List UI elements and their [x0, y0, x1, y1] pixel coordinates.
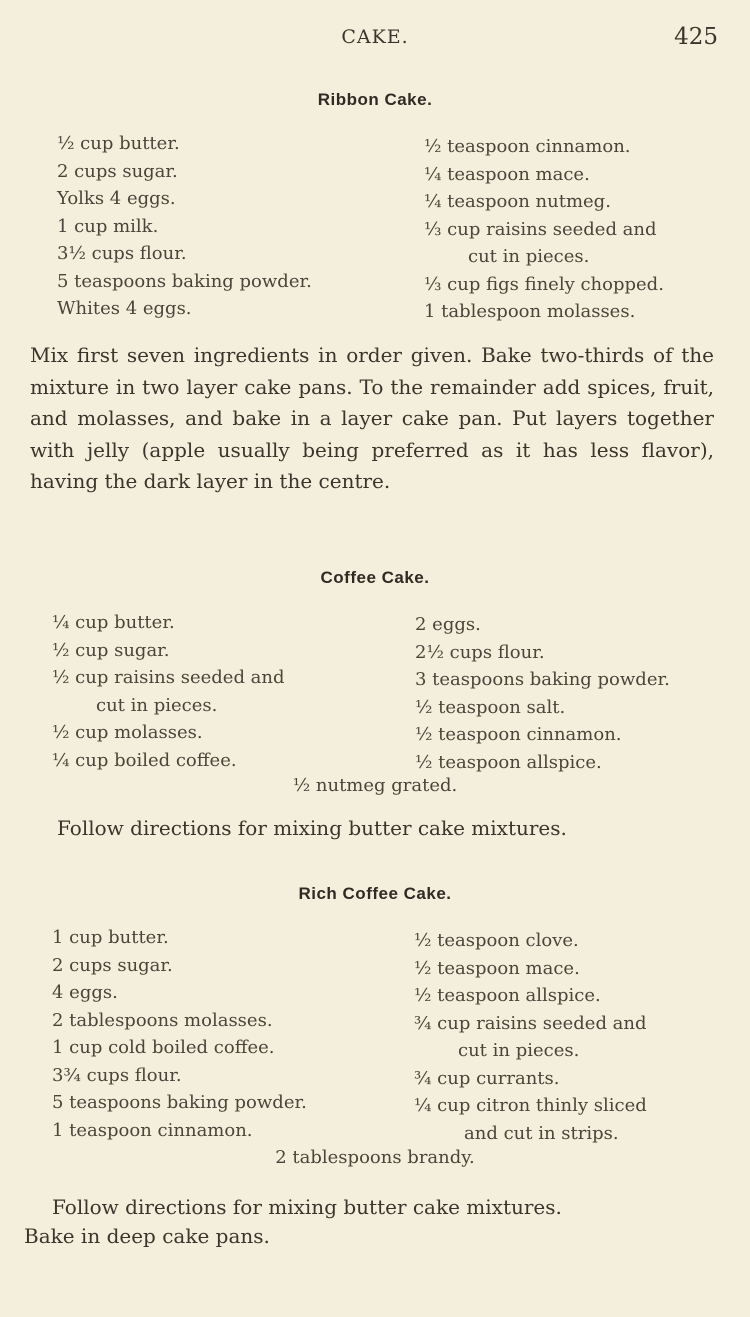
recipe-title-rich-coffee-cake: Rich Coffee Cake.: [298, 884, 452, 903]
ingredient: ½ teaspoon cinnamon.: [415, 724, 622, 745]
ingredient: ¾ cup raisins seeded and: [414, 1012, 647, 1034]
ingredient: ⅓ cup figs finely chopped.: [424, 273, 664, 295]
ingredient: ¼ cup boiled coffee.: [52, 749, 237, 771]
ingredient: ¼ teaspoon mace.: [424, 163, 590, 185]
ingredient: ⅓ cup raisins seeded and: [424, 218, 657, 240]
rich-coffee-cake-ingredients-left: [52, 924, 307, 1144]
ribbon-cake-ingredients-left: [57, 130, 312, 323]
ingredient: ½ teaspoon cinnamon.: [424, 136, 631, 157]
rich-coffee-cake-center-ingredient: 2 tablespoons brandy.: [275, 1147, 475, 1168]
ingredient: Whites 4 eggs.: [57, 298, 192, 319]
ingredient: 3½ cups flour.: [57, 243, 187, 264]
ingredient: 4 eggs.: [52, 982, 118, 1003]
running-header: CAKE.: [341, 26, 409, 48]
ingredient-continuation: cut in pieces.: [96, 694, 218, 716]
ingredient-continuation: cut in pieces.: [468, 246, 590, 267]
ingredient: ¼ cup citron thinly sliced: [414, 1095, 647, 1116]
rich-coffee-cake-directions-line2: Bake in deep cake pans.: [24, 1224, 270, 1248]
recipe-title-ribbon-cake: Ribbon Cake.: [317, 90, 433, 109]
ingredient: 1 cup milk.: [57, 215, 159, 237]
ingredient: ½ teaspoon allspice.: [414, 985, 601, 1006]
ingredient: ¼ teaspoon nutmeg.: [424, 191, 611, 212]
ingredient: ½ teaspoon clove.: [414, 930, 579, 951]
ribbon-cake-directions: Mix first seven ingredients in order given. Bake two-thirds of the mixture in two layer cake pans. To the remainder add spices, fruit, and molasses, and bake in a layer cake pan. Put layers together with jelly (apple usually being preferred as it has less flavor), having the dark layer in the centre.: [30, 343, 714, 493]
ingredient: ½ cup butter.: [57, 133, 180, 154]
ingredient: ½ teaspoon salt.: [415, 696, 566, 718]
rich-coffee-cake-ingredients-right: [414, 927, 647, 1147]
ingredient: ½ cup sugar.: [52, 639, 170, 661]
ingredient: 2 eggs.: [415, 614, 481, 635]
coffee-cake-ingredients-right: [415, 611, 670, 776]
ingredient: ¼ cup butter.: [52, 612, 175, 633]
ingredient: ½ cup molasses.: [52, 722, 203, 743]
ingredient: ¾ cup currants.: [414, 1067, 560, 1089]
coffee-cake-directions: Follow directions for mixing butter cake mixtures.: [57, 816, 567, 840]
ingredient: ½ cup raisins seeded and: [52, 667, 285, 688]
ingredient: 3¾ cups flour.: [52, 1064, 182, 1086]
ribbon-cake-ingredients-right: [424, 133, 664, 326]
rich-coffee-cake-directions-line1: Follow directions for mixing butter cake mixtures.: [52, 1195, 562, 1219]
ingredient: 2 cups sugar.: [52, 954, 173, 976]
ingredient: 5 teaspoons baking powder.: [57, 270, 312, 292]
ingredient-continuation: cut in pieces.: [458, 1040, 580, 1061]
ingredient: ½ teaspoon mace.: [414, 957, 580, 979]
coffee-cake-center-ingredient: ½ nutmeg grated.: [292, 775, 458, 796]
ingredient: 2 cups sugar.: [57, 160, 178, 182]
ingredient: 2 tablespoons molasses.: [52, 1009, 273, 1031]
ingredient: ½ teaspoon allspice.: [415, 751, 602, 773]
ingredient: 3 teaspoons baking powder.: [415, 669, 670, 690]
page-number: 425: [674, 24, 718, 50]
coffee-cake-ingredients-left: [52, 609, 285, 774]
ingredient: Yolks 4 eggs.: [57, 188, 176, 209]
ingredient: 2½ cups flour.: [415, 641, 545, 663]
ingredient: 1 tablespoon molasses.: [424, 301, 636, 322]
ingredient: 1 cup butter.: [52, 927, 169, 948]
ingredient-continuation: and cut in strips.: [464, 1122, 619, 1144]
ingredient: 1 cup cold boiled coffee.: [52, 1037, 275, 1058]
ingredient: 1 teaspoon cinnamon.: [52, 1119, 253, 1141]
recipe-title-coffee-cake: Coffee Cake.: [320, 568, 430, 587]
ingredient: 5 teaspoons baking powder.: [52, 1092, 307, 1113]
